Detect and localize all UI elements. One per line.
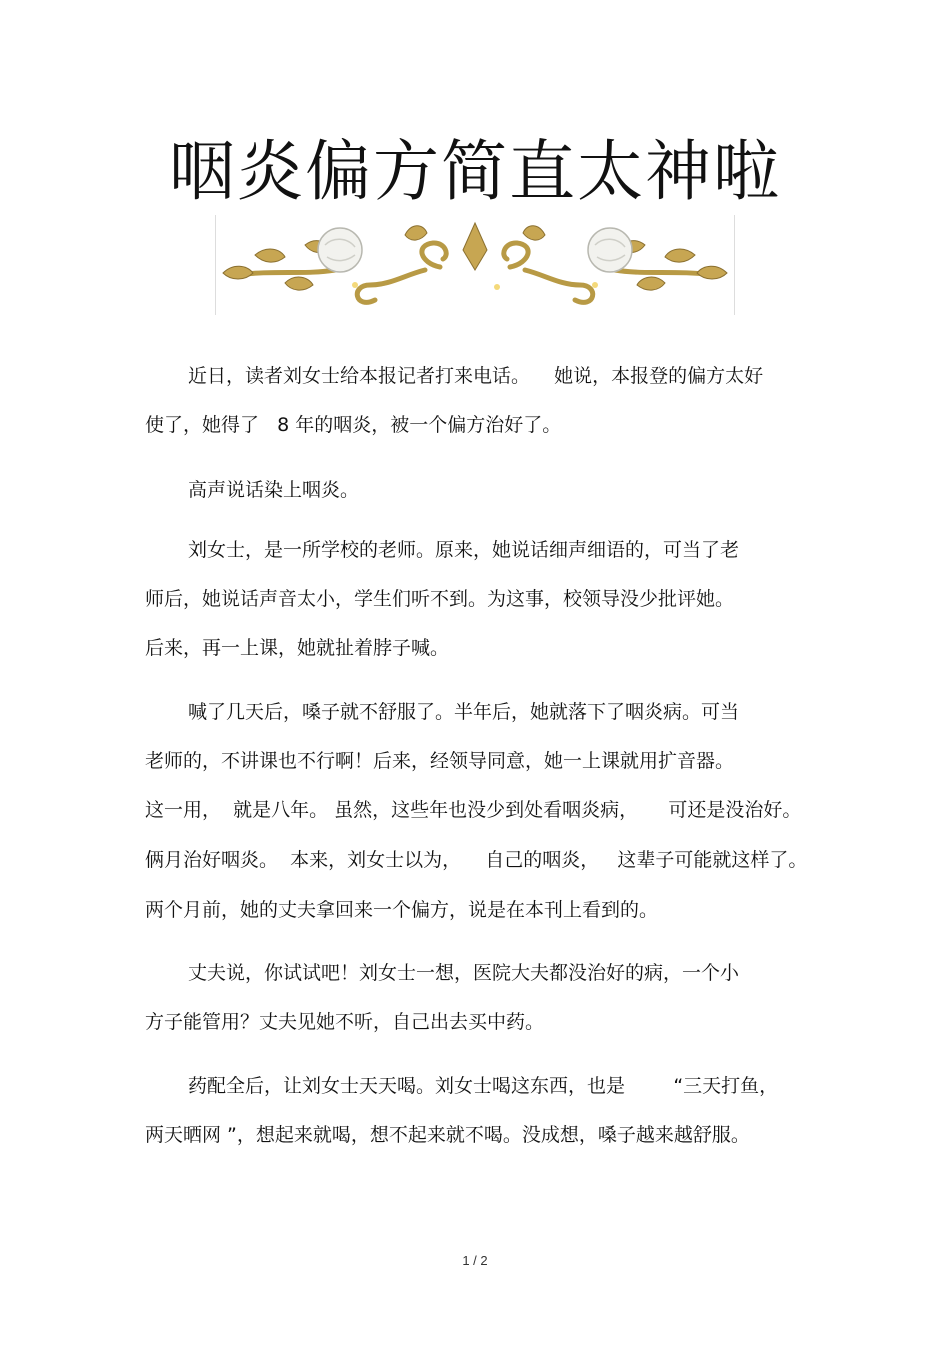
page-number: 1 / 2 xyxy=(462,1253,488,1268)
paragraph-5-line-1: 丈夫说，你试试吧！刘女士一想，医院大夫都没治好的病，一个小 xyxy=(188,962,740,984)
paragraph-2-line-1: 高声说话染上咽炎。 xyxy=(188,479,360,501)
floral-ornament-divider xyxy=(215,215,735,315)
document-title: 咽炎偏方简直太神啦 xyxy=(169,133,781,210)
paragraph-1-line-1: 近日，读者刘女士给本报记者打来电话。 她说，本报登的偏方太好 xyxy=(188,365,764,387)
paragraph-3-line-2: 师后，她说话声音太小，学生们听不到。为这事，校领导没少批评她。 xyxy=(145,588,735,610)
paragraph-4-line-2: 老师的，不讲课也不行啊！后来，经领导同意，她一上课就用扩音器。 xyxy=(145,750,735,772)
paragraph-6-line-2: 两天晒网 ”，想起来就喝，想不起来就不喝。没成想，嗓子越来越舒服。 xyxy=(145,1124,750,1146)
paragraph-6-line-1: 药配全后，让刘女士天天喝。刘女士喝这东西，也是 “三天打鱼， xyxy=(188,1075,779,1097)
paragraph-5-line-2: 方子能管用？丈夫见她不听，自己出去买中药。 xyxy=(145,1011,545,1033)
paragraph-4-line-5: 两个月前，她的丈夫拿回来一个偏方，说是在本刊上看到的。 xyxy=(145,899,659,921)
paragraph-1-line-2: 使了，她得了 8 年的咽炎，被一个偏方治好了。 xyxy=(145,414,562,436)
paragraph-4-line-1: 喊了几天后，嗓子就不舒服了。半年后，她就落下了咽炎病。可当 xyxy=(188,701,740,723)
paragraph-3-line-1: 刘女士，是一所学校的老师。原来，她说话细声细语的，可当了老 xyxy=(188,539,740,561)
paragraph-4-line-4: 俩月治好咽炎。 本来，刘女士以为， 自己的咽炎， 这辈子可能就这样了。 xyxy=(145,849,808,871)
paragraph-4-line-3: 这一用， 就是八年。 虽然，这些年也没少到处看咽炎病， 可还是没治好。 xyxy=(145,799,802,821)
paragraph-3-line-3: 后来，再一上课，她就扯着脖子喊。 xyxy=(145,637,450,659)
